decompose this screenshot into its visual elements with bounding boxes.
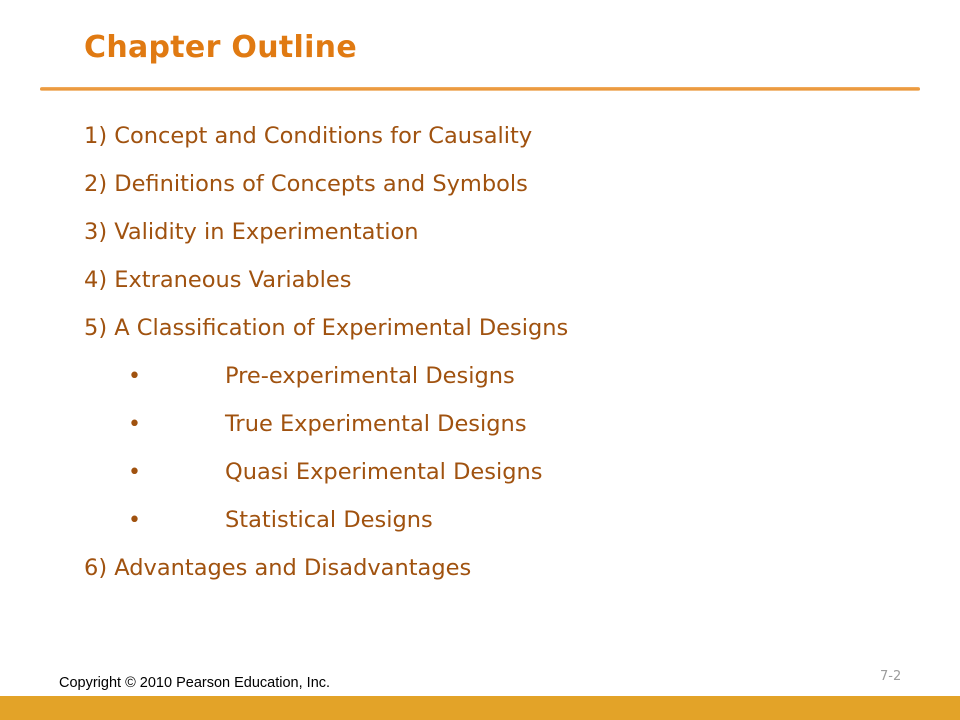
outline-item-3: 3) Validity in Experimentation <box>84 219 419 245</box>
bullet-icon: • <box>128 411 141 437</box>
subitem-label: Quasi Experimental Designs <box>225 459 543 485</box>
outline-item-5: 5) A Classification of Experimental Designs <box>84 315 569 341</box>
subitem-label: Statistical Designs <box>225 507 433 533</box>
page-number: 7-2 <box>880 669 902 684</box>
subitem-label: Pre-experimental Designs <box>225 363 515 389</box>
bullet-icon: • <box>128 363 141 389</box>
outline-subitem-statistical <box>84 496 568 544</box>
outline-item-2: 2) Definitions of Concepts and Symbols <box>84 171 528 197</box>
outline-list <box>84 112 568 592</box>
bullet-icon: • <box>128 459 141 485</box>
outline-subitem-quasi-experimental <box>84 448 568 496</box>
subitem-label: True Experimental Designs <box>225 411 527 437</box>
outline-subitem-true-experimental <box>84 400 568 448</box>
outline-item-1: 1) Concept and Conditions for Causality <box>84 123 533 149</box>
outline-subitem-pre-experimental <box>84 352 568 400</box>
slide-title: Chapter Outline <box>84 30 357 65</box>
outline-item-6: 6) Advantages and Disadvantages <box>84 555 472 581</box>
outline-item-4: 4) Extraneous Variables <box>84 267 352 293</box>
title-divider <box>40 87 920 91</box>
copyright-notice: Copyright © 2010 Pearson Education, Inc. <box>59 675 331 691</box>
bullet-icon: • <box>128 507 141 533</box>
footer-bar <box>0 696 960 720</box>
